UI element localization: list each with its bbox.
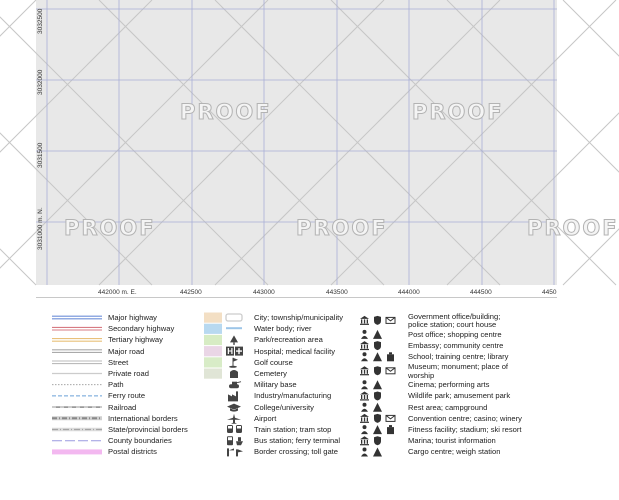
map-diagonal-line [0, 0, 36, 285]
x-tick-444500: 444500 [470, 289, 492, 296]
y-tick-3031000: 3031000 m. N. [37, 207, 44, 250]
legend-item-water-body: Water body; river [254, 324, 312, 334]
map-diagonal-line [563, 0, 619, 285]
x-tick-443000: 443000 [253, 289, 275, 296]
map-diagonal-line [0, 0, 36, 285]
proof-watermark: PROOF [64, 216, 156, 240]
map-diagonal-line [0, 0, 152, 285]
legend-item-park: Park/recreation area [254, 335, 323, 345]
x-tick-4450: 4450 [542, 289, 557, 296]
legend-item-convention-centre: Convention centre; casino; winery [408, 413, 522, 423]
legend-item-postal-districts: Postal districts [108, 447, 157, 457]
y-tick-3032500: 3032500 [37, 8, 44, 34]
y-tick-3031500: 3031500 [37, 142, 44, 168]
legend-item-industry: Industry/manufacturing [254, 391, 332, 401]
legend-item-museum: Museum; monument; place of worship [408, 362, 509, 380]
legend-item-international-borders: International borders [108, 413, 178, 423]
map-bottom-border [36, 297, 557, 298]
legend-item-state-borders: State/provincial borders [108, 424, 188, 434]
legend-item-secondary-highway: Secondary highway [108, 324, 175, 334]
proof-watermark: PROOF [412, 100, 504, 124]
proof-watermark: PROOF [296, 216, 388, 240]
legend-item-golf-course: Golf course [254, 357, 293, 367]
legend-item-embassy: Embassy; community centre [408, 340, 504, 350]
x-tick-444000: 444000 [398, 289, 420, 296]
legend-item-bus-station: Bus station; ferry terminal [254, 436, 341, 446]
legend-item-cinema: Cinema; performing arts [408, 380, 490, 390]
legend-item-private-road: Private road [108, 368, 149, 378]
legend-item-college: College/university [254, 402, 314, 412]
legend-item-major-road: Major road [108, 346, 145, 356]
svg-text:H: H [227, 347, 234, 357]
legend-item-hospital: Hospital; medical facility [254, 346, 336, 356]
legend-item-path: Path [108, 380, 124, 390]
legend-item-border-crossing: Border crossing; toll gate [254, 447, 338, 457]
x-tick-443500: 443500 [326, 289, 348, 296]
legend-item-fitness-facility: Fitness facility; stadium; ski resort [408, 424, 522, 434]
legend-line-styles [52, 312, 202, 457]
legend-item-wildlife-park: Wildlife park; amusement park [408, 391, 511, 401]
legend-poi-icons [358, 312, 557, 457]
proof-watermark: PROOF [180, 100, 272, 124]
legend-item-major-highway: Major highway [108, 313, 157, 322]
legend-item-street: Street [108, 357, 129, 367]
legend-item-county-boundaries: County boundaries [108, 436, 172, 446]
x-tick-442000: 442000 m. E. [98, 289, 137, 296]
map-view[interactable] [36, 0, 557, 285]
legend-item-cemetery: Cemetery [254, 368, 287, 378]
legend-item-airport: Airport [254, 413, 277, 423]
map-diagonal-line [0, 0, 152, 285]
legend-item-rest-area: Rest area; campground [408, 402, 488, 412]
legend-item-tertiary-highway: Tertiary highway [108, 335, 163, 345]
legend-item-government: Government office/building; police station; court house [408, 312, 501, 330]
legend-item-ferry-route: Ferry route [108, 391, 146, 401]
map-grid [36, 0, 557, 285]
proof-watermark: PROOF [527, 216, 619, 240]
legend-area-styles [204, 312, 354, 457]
legend-item-city: City; township/municipality [254, 313, 344, 322]
legend-item-train-station: Train station; tram stop [254, 424, 332, 434]
y-tick-3032000: 3032000 [37, 69, 44, 95]
legend-item-military-base: Military base [254, 380, 297, 390]
map-diagonal-line [563, 0, 619, 285]
x-tick-442500: 442500 [180, 289, 202, 296]
legend-item-marina: Marina; tourist information [408, 436, 496, 446]
legend-item-post-office: Post office; shopping centre [408, 329, 502, 339]
legend-item-cargo-centre: Cargo centre; weigh station [408, 447, 501, 457]
legend-item-school: School; training centre; library [408, 352, 509, 362]
legend-item-railroad: Railroad [108, 402, 137, 412]
